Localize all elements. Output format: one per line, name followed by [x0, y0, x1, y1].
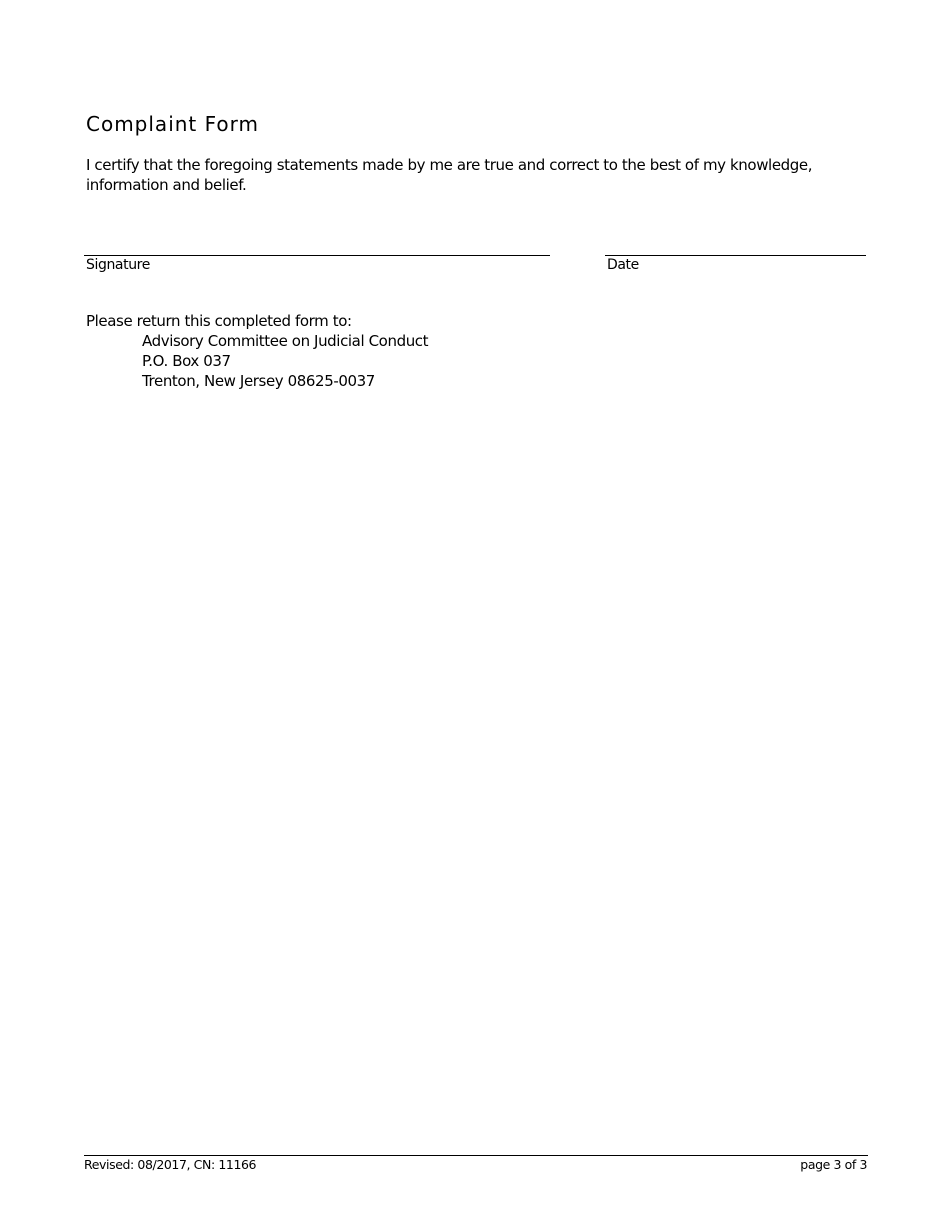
return-address-block [86, 311, 428, 391]
signature-line[interactable] [84, 255, 550, 256]
footer-page-number: page 3 of 3 [800, 1157, 867, 1172]
address-line-city: Trenton, New Jersey 08625-0037 [142, 372, 375, 390]
address-line-po-box: P.O. Box 037 [142, 352, 231, 370]
date-line[interactable] [605, 255, 866, 256]
page-title: Complaint Form [86, 112, 260, 136]
address-line-organization: Advisory Committee on Judicial Conduct [142, 332, 429, 350]
date-label: Date [607, 257, 639, 273]
certification-statement: I certify that the foregoing statements made by me are true and correct to the best of my knowledge, information and belief. [86, 156, 813, 194]
footer-revision: Revised: 08/2017, CN: 11166 [84, 1157, 257, 1172]
signature-label: Signature [86, 257, 150, 273]
footer-divider [84, 1155, 868, 1156]
return-instructions: Please return this completed form to: [86, 312, 352, 330]
